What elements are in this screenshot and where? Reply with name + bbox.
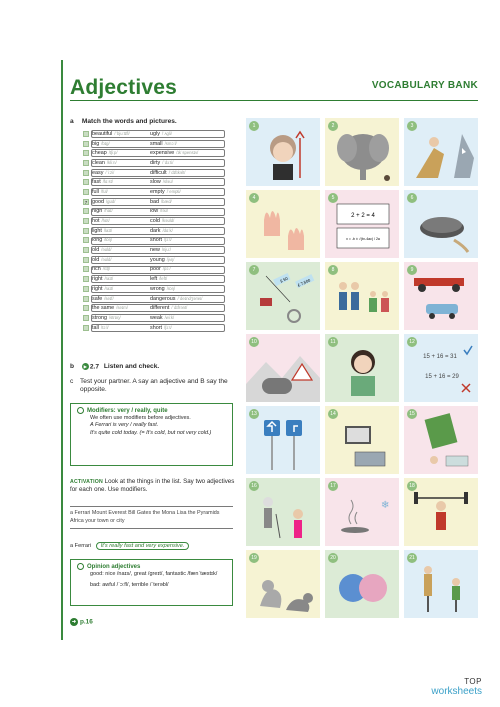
phonetic: /lɒŋ/ [104,237,113,243]
word: strong [92,314,107,321]
phonetic: /bæd/ [161,198,172,204]
phonetic: /seɪm/ [116,305,128,311]
phonetic: /smɔːl/ [164,140,177,146]
word: old [92,256,100,263]
brand-line2: worksheets [431,686,482,697]
equation-easy: 2 + 2 = 4 [351,213,375,219]
word: hot [92,218,100,225]
exercise-a-heading [70,118,177,125]
exercise-letter: a [70,118,74,125]
picture-cell [325,118,399,186]
phonetic: /ˈiːzi/ [105,169,115,175]
exercise-c [70,378,230,395]
phonetic: /ləʊ/ [160,208,169,214]
phonetic: /ˈdɪfɪkəlt/ [168,169,186,175]
picture-number: 19 [249,553,259,563]
phonetic: /ˈdɜːti/ [162,159,174,165]
word: fast [92,179,101,186]
answer-box[interactable] [83,266,89,272]
section-label: VOCABULARY BANK [371,80,478,91]
answer-box[interactable] [83,131,89,137]
word: right [92,285,103,292]
word: the same [92,305,115,312]
picture-number: 6 [407,193,417,203]
activation-example [70,542,189,550]
phonetic: /raɪt/ [104,285,114,291]
title-rule [70,100,478,101]
pair-frame [91,149,225,157]
brand-line1: TOP [464,677,482,686]
answer-box[interactable] [83,286,89,292]
word: rich [92,266,101,273]
picture-number: 13 [249,409,259,419]
word: empty [150,188,165,195]
picture-cell [325,190,399,258]
word-pair-row [83,236,233,246]
picture-grid [246,118,478,608]
pair-frame [91,256,225,264]
word: dangerous [150,295,176,302]
word-pair-row [83,294,233,304]
word: beautiful [92,130,113,137]
word-pair-row [83,284,233,294]
phonetic: /bɪɡ/ [101,140,110,146]
example-speech-bubble: It's really fast and very expensive. [96,542,190,550]
word: cold [150,218,160,225]
word: high [92,208,103,215]
pair-frame [91,188,225,196]
pair-frame [91,237,225,245]
word-pair-row [83,303,233,313]
picture-cell [404,478,478,546]
picture-number: 20 [328,553,338,563]
picture-cell [404,118,478,186]
picture-number: 14 [328,409,338,419]
modifiers-example: A Ferrari is very / really fast. [90,422,159,429]
sum-wrong: 15 + 16 = 29 [425,374,459,380]
word: good [92,198,104,205]
phonetic: /ʃɔːt/ [163,324,172,330]
picture-number: 5 [328,193,338,203]
pair-frame [91,169,225,177]
phonetic: /ˈbjuːtɪfl/ [114,130,130,136]
word-pair-row [83,313,233,323]
word: small [150,140,163,147]
price-tag-expensive: £ 7,500 [296,277,312,288]
picture-number: 7 [249,265,259,275]
word: slow [150,179,161,186]
pair-frame [91,246,225,254]
phonetic: /left/ [159,276,168,282]
phonetic: /haɪ/ [104,208,113,214]
pair-frame [91,178,225,186]
picture-cell [325,478,399,546]
picture-number: 15 [407,409,417,419]
word: poor [150,266,161,273]
word: low [150,208,159,215]
word: difficult [150,169,167,176]
word-pair-row [83,323,233,333]
phonetic: /ˈdeɪndʒərəs/ [177,295,203,301]
pair-frame [91,140,225,148]
example-prompt: a Ferrari [70,543,92,549]
answer-box[interactable] [83,228,89,234]
phonetic: /əʊld/ [101,256,112,262]
exercise-instruction: Test your partner. A say an adjective and B say the opposite. [80,378,228,394]
phonetic: /jʌŋ/ [166,256,175,262]
pair-frame [91,217,225,225]
word: dark [150,227,161,234]
picture-number: 8 [328,265,338,275]
modifiers-line: We often use modifiers before adjectives. [90,415,191,422]
answer-box[interactable] [83,276,89,282]
phonetic: /rɒŋ/ [166,285,176,291]
word: short [150,324,162,331]
word-pair-row [83,129,233,139]
phonetic: /ʃɔːt/ [163,237,172,243]
phonetic: /tɔːl/ [100,324,109,330]
picture-cell [246,118,320,186]
picture-number: 18 [407,481,417,491]
sum-right: 15 + 16 = 31 [423,354,457,360]
modifiers-example: It's quite cold today. (= It's cold, but not very cold.) [90,429,212,436]
picture-cell [325,334,399,402]
margin-bar [61,60,63,640]
things-list: a Ferrari Mount Everest Bill Gates the Mona Lisa the Pyramids Africa your town or city [70,506,233,529]
word: dirty [150,159,161,166]
word: new [150,247,160,254]
word-pair-row [83,197,233,207]
word: long [92,237,103,244]
phonetic: /kəʊld/ [161,218,175,224]
word-pair-row [83,168,233,178]
phonetic: /dɑːk/ [162,227,173,233]
answer-box[interactable] [83,305,89,311]
phonetic: /raɪt/ [104,276,114,282]
picture-number: 2 [328,121,338,131]
picture-number: 3 [407,121,417,131]
word: different [150,305,170,312]
pair-frame [91,198,225,206]
activation-tag: ACTIVATION [70,479,103,485]
equation-hard: x = -b ± √(b²-4ac) / 2a [346,237,380,241]
word-pair-row [83,139,233,149]
exercise-instruction: Match the words and pictures. [81,118,177,125]
word: tall [92,324,99,331]
phonetic: /sləʊ/ [162,179,173,185]
picture-number: 1 [249,121,259,131]
magnifier-icon [77,563,84,570]
brand-logo [431,677,482,697]
answer-box[interactable] [83,247,89,253]
pair-frame [91,295,225,303]
word: easy [92,169,104,176]
picture-cell [404,262,478,330]
exercise-letter: b [70,363,75,371]
pair-frame [91,324,225,332]
word-pair-row [83,207,233,217]
word: right [92,276,103,283]
picture-cell [325,262,399,330]
answer-box[interactable] [83,237,89,243]
pair-frame [91,159,225,167]
exercise-b [70,363,159,370]
answer-box[interactable] [83,179,89,185]
picture-cell [246,262,320,330]
picture-number: 12 [407,337,417,347]
pair-frame [91,208,225,216]
modifiers-box [70,403,233,466]
word-pair-row [83,216,233,226]
phonetic: /ɪkˈspensɪv/ [176,150,199,156]
modifiers-heading: Modifiers: very / really, quite [87,408,168,415]
exercise-letter: c [70,378,74,385]
phonetic: /laɪt/ [103,227,113,233]
phonetic: /tʃiːp/ [108,150,118,156]
answer-box[interactable] [83,257,89,263]
pair-frame [91,275,225,283]
word-pair-row [83,187,233,197]
opinion-box [70,559,233,606]
answer-box[interactable] [83,160,89,166]
picture-number: 10 [249,337,259,347]
word: short [150,237,162,244]
opinion-line: bad: awful /ˈɔːfl/, terrible /ˈterəbl/ [90,581,169,588]
answer-box[interactable] [83,218,89,224]
phonetic: /wiːk/ [164,314,175,320]
phonetic: /ˈʌɡli/ [161,130,172,136]
word: expensive [150,150,175,157]
picture-cell [404,550,478,618]
pair-frame [91,314,225,322]
phonetic: /ˈdɪfrənt/ [171,305,188,311]
picture-cell [246,406,320,474]
picture-cell [404,334,478,402]
word: old [92,247,100,254]
phonetic: /ɡʊd/ [106,198,116,204]
word-pair-row [83,158,233,168]
answer-box[interactable] [83,325,89,331]
word-pair-row [83,274,233,284]
word: big [92,140,100,147]
picture-cell [246,478,320,546]
page-ref-text: p.16 [80,618,93,626]
picture-cell [246,334,320,402]
picture-cell [404,406,478,474]
answer-box[interactable]: 7 [84,199,88,205]
word: full [92,188,99,195]
word: cheap [92,150,107,157]
answer-box[interactable] [83,208,89,214]
pair-frame [91,130,225,138]
word-pair-row [83,226,233,236]
price-tag-cheap: £ 50 [279,275,289,284]
word: young [150,256,165,263]
word: weak [150,314,163,321]
word: light [92,227,102,234]
answer-box[interactable] [83,141,89,147]
phonetic: /fʊl/ [100,188,108,194]
picture-number: 17 [328,481,338,491]
answer-box[interactable] [83,170,89,176]
pair-frame [91,285,225,293]
picture-number: 9 [407,265,417,275]
pair-frame [91,266,225,274]
answer-box[interactable] [83,315,89,321]
page-title: Adjectives [70,76,178,99]
phonetic: /strɒŋ/ [108,314,121,320]
picture-cell [325,550,399,618]
word: wrong [150,285,165,292]
picture-number: 11 [328,337,338,347]
word-pair-row [83,148,233,158]
word-pair-row [83,245,233,255]
answer-box[interactable] [83,296,89,302]
exercise-instruction: Listen and check. [103,363,160,371]
picture-number: 16 [249,481,259,491]
word: ugly [150,130,160,137]
word: left [150,276,158,283]
audio-track: 2.7 [89,363,100,371]
phonetic: /pɔː/ [162,266,171,272]
word-pair-row [83,177,233,187]
phonetic: /ˈempti/ [166,188,181,194]
word: clean [92,159,105,166]
phonetic: /əʊld/ [101,247,112,253]
picture-cell [404,190,478,258]
phonetic: /njuː/ [161,247,171,253]
arrow-icon: ➜ [71,619,77,625]
page-reference[interactable] [70,618,93,626]
word-pair-list [83,129,233,332]
picture-cell [246,550,320,618]
picture-cell [325,406,399,474]
picture-cell [246,190,320,258]
opinion-heading: Opinion adjectives [87,564,141,571]
audio-icon[interactable]: ▶ [83,364,87,369]
pair-frame [91,304,225,312]
picture-number: 4 [249,193,259,203]
phonetic: /kliːn/ [106,159,117,165]
picture-number: 21 [407,553,417,563]
magnifier-icon [77,407,84,414]
word: bad [150,198,159,205]
activation-instruction [70,478,235,494]
pair-frame [91,227,225,235]
phonetic: /seɪf/ [104,295,114,301]
phonetic: /fɑːst/ [102,179,113,185]
word: safe [92,295,103,302]
svg-text:❄: ❄ [381,500,390,511]
phonetic: /hɒt/ [101,218,110,224]
opinion-line: good: nice /naɪs/, great /ɡreɪt/, fantastic /fænˈtæstɪk/ [90,571,218,578]
activation-text: Look at the things in the list. Say two adjectives for each one. Use modifiers. [70,478,235,493]
word-pair-row [83,255,233,265]
answer-box[interactable] [83,189,89,195]
phonetic: /rɪtʃ/ [102,266,110,272]
answer-box[interactable] [83,150,89,156]
word-pair-row [83,265,233,275]
